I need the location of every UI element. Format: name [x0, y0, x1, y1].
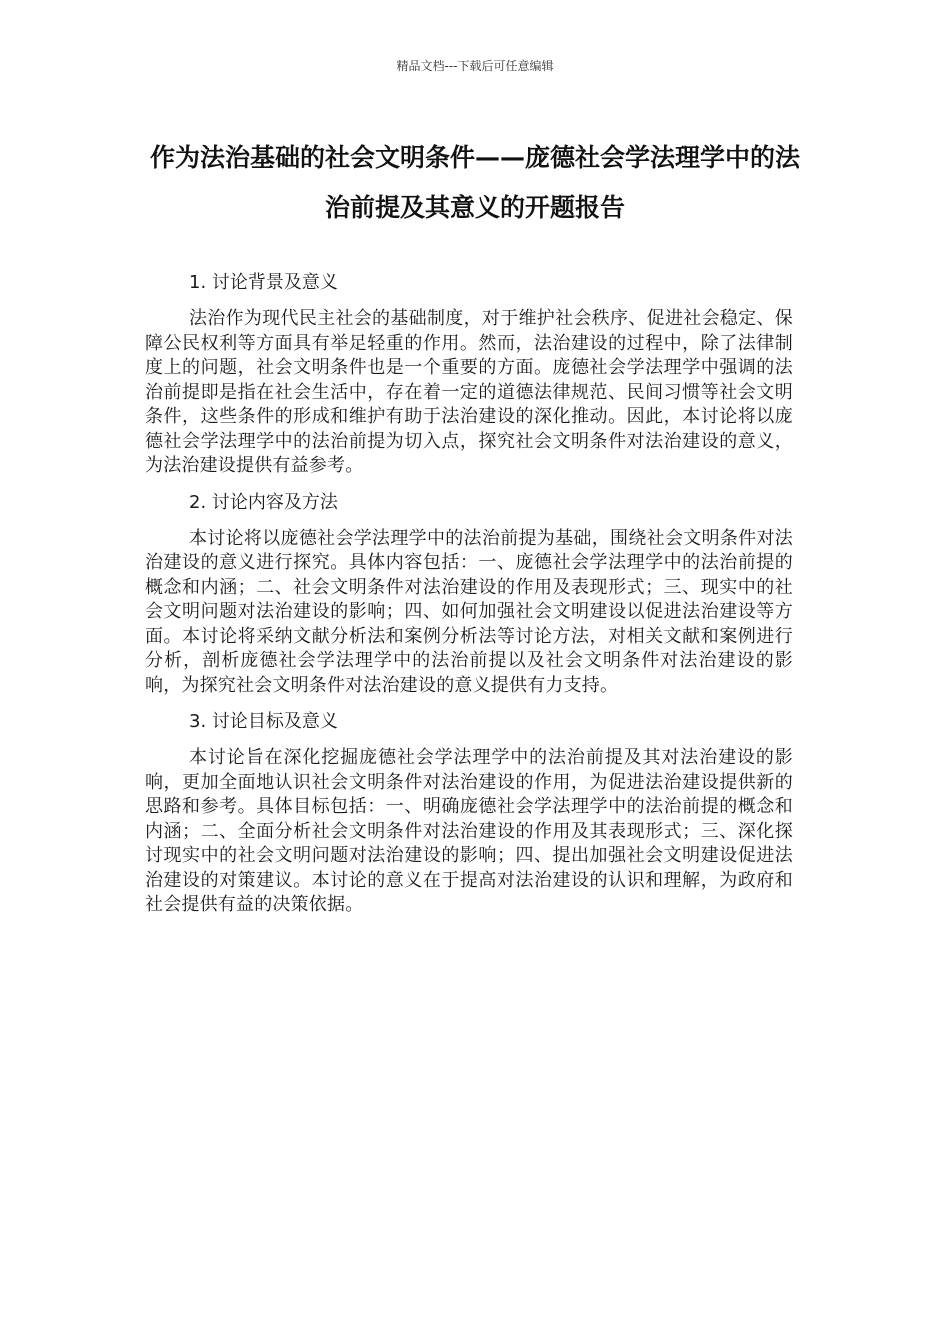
section-background — [145, 269, 793, 479]
section-paragraph: 本讨论旨在深化挖掘庞德社会学法理学中的法治前提及其对法治建设的影响，更加全面地认识社会文明条件对法治建设的作用，为促进法治建设提供新的思路和参考。具体目标包括：一、明确庞德社会学法理学中的法治前提的概念和内涵；二、全面分析社会文明条件对法治建设的作用及其表现形式；三、深化探讨现实中的社会文明问题对法治建设的影响；四、提出加强社会文明建设促进法治建设的对策建议。本讨论的意义在于提高对法治建设的认识和理解，为政府和社会提供有益的决策依据。 — [145, 747, 793, 915]
header-note: 精品文档---下载后可任意编辑 — [396, 59, 554, 73]
document-title: 作为法治基础的社会文明条件——庞德社会学法理学中的法治前提及其意义的开题报告 — [149, 143, 800, 222]
section-heading: 2. 讨论内容及方法 — [189, 491, 338, 513]
section-content-method — [145, 489, 793, 699]
section-paragraph: 本讨论将以庞德社会学法理学中的法治前提为基础，围绕社会文明条件对法治建设的意义进行探究。具体内容包括：一、庞德社会学法理学中的法治前提的概念和内涵；二、社会文明条件对法治建设的作用及表现形式；三、现实中的社会文明问题对法治建设的影响；四、如何加强社会文明建设以促进法治建设等方面。本讨论将采纳文献分析法和案例分析法等讨论方法，对相关文献和案例进行分析，剖析庞德社会学法理学中的法治前提以及社会文明条件对法治建设的影响，为探究社会文明条件对法治建设的意义提供有力支持。 — [145, 527, 793, 696]
section-goals — [145, 708, 793, 918]
section-paragraph: 法治作为现代民主社会的基础制度，对于维护社会秩序、促进社会稳定、保障公民权利等方面具有举足轻重的作用。然而，法治建设的过程中，除了法律制度上的问题，社会文明条件也是一个重要的方面。庞德社会学法理学中强调的法治前提即是指在社会生活中，存在着一定的道德法律规范、民间习惯等社会文明条件，这些条件的形成和维护有助于法治建设的深化推动。因此，本讨论将以庞德社会学法理学中的法治前提为切入点，探究社会文明条件对法治建设的意义，为法治建设提供有益参考。 — [145, 308, 793, 476]
section-heading: 3. 讨论目标及意义 — [189, 711, 338, 732]
section-heading: 1. 讨论背景及意义 — [189, 272, 338, 293]
document-body — [145, 269, 793, 928]
